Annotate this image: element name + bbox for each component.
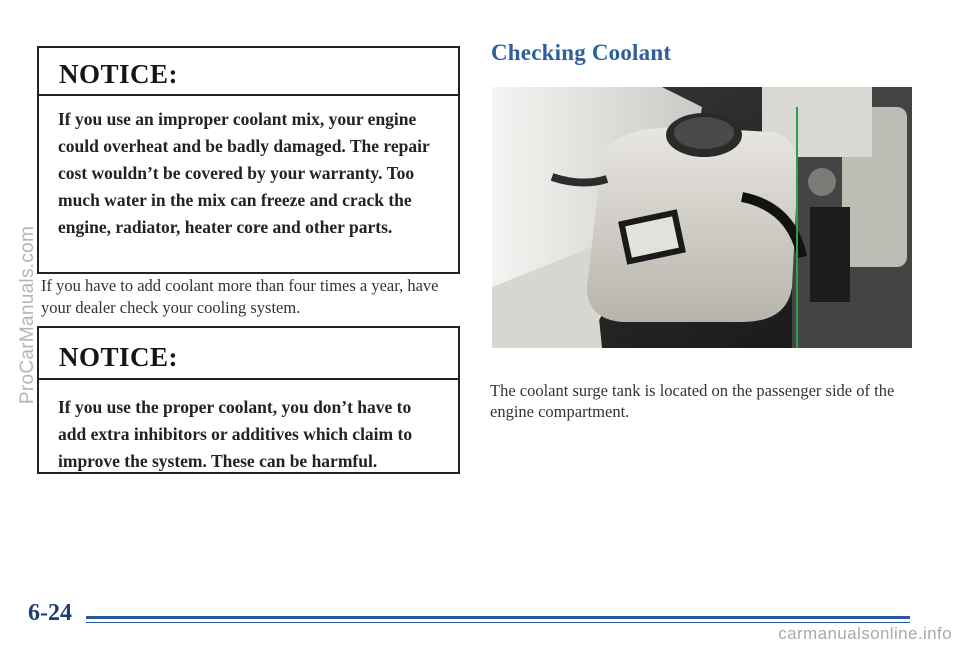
notice-heading: NOTICE: — [39, 48, 458, 96]
photo-caption: The coolant surge tank is located on the passenger side of the engine compartment. — [490, 381, 895, 421]
notice-heading: NOTICE: — [39, 328, 458, 380]
coolant-frequency-paragraph: If you have to add coolant more than four times a year, have your dealer check your cooling system. — [41, 276, 439, 317]
engine-compartment-photo — [492, 87, 912, 348]
footer-rule-thin — [86, 622, 910, 623]
notice-body: If you use an improper coolant mix, your engine could overheat and be badly damaged. The repair cost wouldn’t be covered by your warranty. Too much water in the mix can freeze and crack the engine, radiator, heater core and other parts. — [58, 109, 430, 237]
engine-photo-illustration — [492, 87, 912, 348]
side-watermark: ProCarManuals.com — [17, 225, 38, 405]
footer-rule — [86, 616, 910, 619]
notice-box-additives — [37, 326, 460, 474]
page-number: 6-24 — [28, 600, 72, 626]
notice-body: If you use the proper coolant, you don’t have to add extra inhibitors or additives which claim to improve the system. These can be harmful. — [58, 397, 413, 471]
section-title: Checking Coolant — [491, 40, 672, 65]
bottom-watermark: carmanualsonline.info — [778, 624, 952, 643]
notice-box-improper-mix — [37, 46, 460, 274]
